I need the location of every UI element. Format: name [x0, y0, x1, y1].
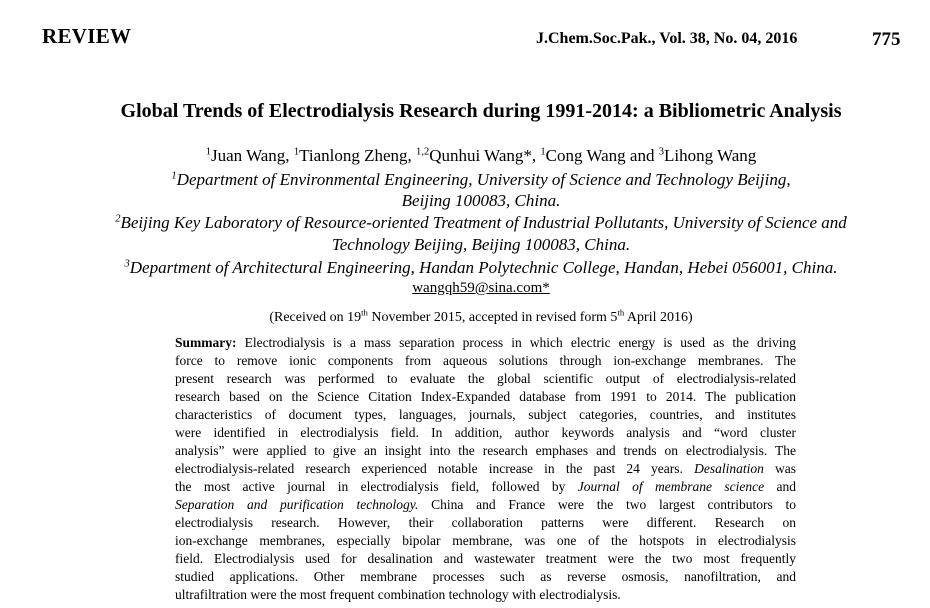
abstract-line-9-c: and: [764, 479, 796, 494]
section-label: REVIEW: [42, 24, 132, 48]
abstract-line-8: [175, 460, 796, 478]
abstract-line-10: [175, 496, 796, 514]
received-part-2: November 2015, accepted in revised form 5: [367, 310, 618, 325]
abstract-line-15: ultrafiltration were the most frequent combination technology with electrodialysis.: [175, 587, 621, 602]
abstract-line-5: characteristics of document types, languages, journals, subject categories, countries, and institutes: [175, 407, 796, 422]
abstract: [175, 334, 796, 604]
affiliation-2-line-2: Technology Beijing, Beijing 100083, China.: [331, 235, 631, 254]
abstract-line-10-b: China and France were the two largest contributors to: [418, 497, 797, 512]
abstract-line-3: present research was performed to evaluate the global scientific output of electrodialysis-related: [175, 371, 796, 386]
received-part-3: April 2016): [624, 310, 693, 325]
author-2: Tianlong Zheng,: [299, 146, 417, 165]
abstract-line-6: were identified in electrodialysis field. In addition, author keywords analysis and “word cluster: [175, 425, 796, 440]
received-ordinal-2: th: [617, 307, 625, 318]
abstract-line-9-a: the most active journal in electrodialysis field, followed by: [175, 479, 578, 494]
author-3-affil: 1,2: [416, 146, 430, 158]
affiliation-3-line-1: Department of Architectural Engineering, Handan Polytechnic College, Handan, Hebei 056001, China.: [129, 258, 838, 277]
contact-email-link[interactable]: wangqh59@sina.com*: [412, 280, 550, 296]
affiliation-1: [0, 170, 930, 190]
author-3: Qunhui Wang*,: [429, 146, 541, 165]
affiliation-1-marker: 1: [171, 170, 177, 182]
paper-title: Global Trends of Electrodialysis Research during 1991-2014: a Bibliometric Analysis: [120, 100, 842, 122]
abstract-line-8-a: electrodialysis-related research experienced notable increase in the past 24 years.: [175, 461, 695, 476]
affiliation-3-marker: 3: [124, 258, 130, 270]
abstract-label: Summary:: [175, 335, 237, 350]
journal-name-desalination: Desalination: [694, 461, 764, 476]
journal-name-membrane-science: Journal of membrane science: [577, 479, 765, 494]
journal-citation: J.Chem.Soc.Pak., Vol. 38, No. 04, 2016: [536, 30, 798, 47]
affiliation-3: [0, 258, 930, 278]
received-dates: [0, 307, 930, 326]
contact-email-line: [0, 280, 930, 297]
author-2-affil: 1: [293, 146, 300, 158]
affiliation-2: [0, 213, 930, 233]
author-4: Cong Wang and: [545, 146, 659, 165]
abstract-line-9: [175, 478, 796, 496]
abstract-line-1-text: Electrodialysis is a mass separation process in which electric energy is used as the driving: [236, 335, 796, 350]
author-1: Juan Wang,: [210, 146, 294, 165]
received-ordinal-1: th: [361, 307, 368, 318]
affiliation-2-marker: 2: [115, 213, 121, 225]
affiliation-2-line-1: Beijing Key Laboratory of Resource-oriented Treatment of Industrial Pollutants, University of Science and: [120, 213, 847, 232]
received-part-1: (Received on 19: [269, 310, 362, 325]
author-1-affil: 1: [205, 146, 211, 158]
abstract-line-4: research based on the Science Citation Index-Expanded database from 1991 to 2014. The publication: [175, 389, 796, 404]
author-5-affil: 3: [658, 146, 664, 158]
affiliation-1-line-1: Department of Environmental Engineering, University of Science and Technology Beijing,: [176, 170, 791, 189]
author-5: Lihong Wang: [664, 146, 757, 165]
abstract-line-14: studied applications. Other membrane processes such as reverse osmosis, nanofiltration, and: [175, 569, 796, 584]
author-4-affil: 1: [540, 146, 546, 158]
abstract-line-7: analysis” were applied to give an insight into the research emphases and trends on electrodialysis. The: [175, 443, 796, 458]
abstract-line-12: ion-exchange membranes, especially bipolar membrane, was one of the hotspots in electrodialysis: [175, 533, 796, 548]
abstract-line-2: force to remove ionic components from aqueous solutions through ion-exchange membranes. The: [175, 353, 796, 368]
page-number: 775: [872, 29, 901, 50]
abstract-line-13: field. Electrodialysis used for desalination and wastewater treatment were the two most frequently: [175, 551, 796, 566]
affiliation-1-line-2: Beijing 100083, China.: [401, 191, 561, 210]
journal-name-separation-purification: Separation and purification technology.: [175, 497, 419, 512]
abstract-line-8-c: was: [763, 461, 796, 476]
abstract-line-11: electrodialysis research. However, their collaboration patterns were different. Research on: [175, 515, 796, 530]
abstract-line-1: [175, 334, 796, 352]
author-list: [0, 146, 930, 166]
